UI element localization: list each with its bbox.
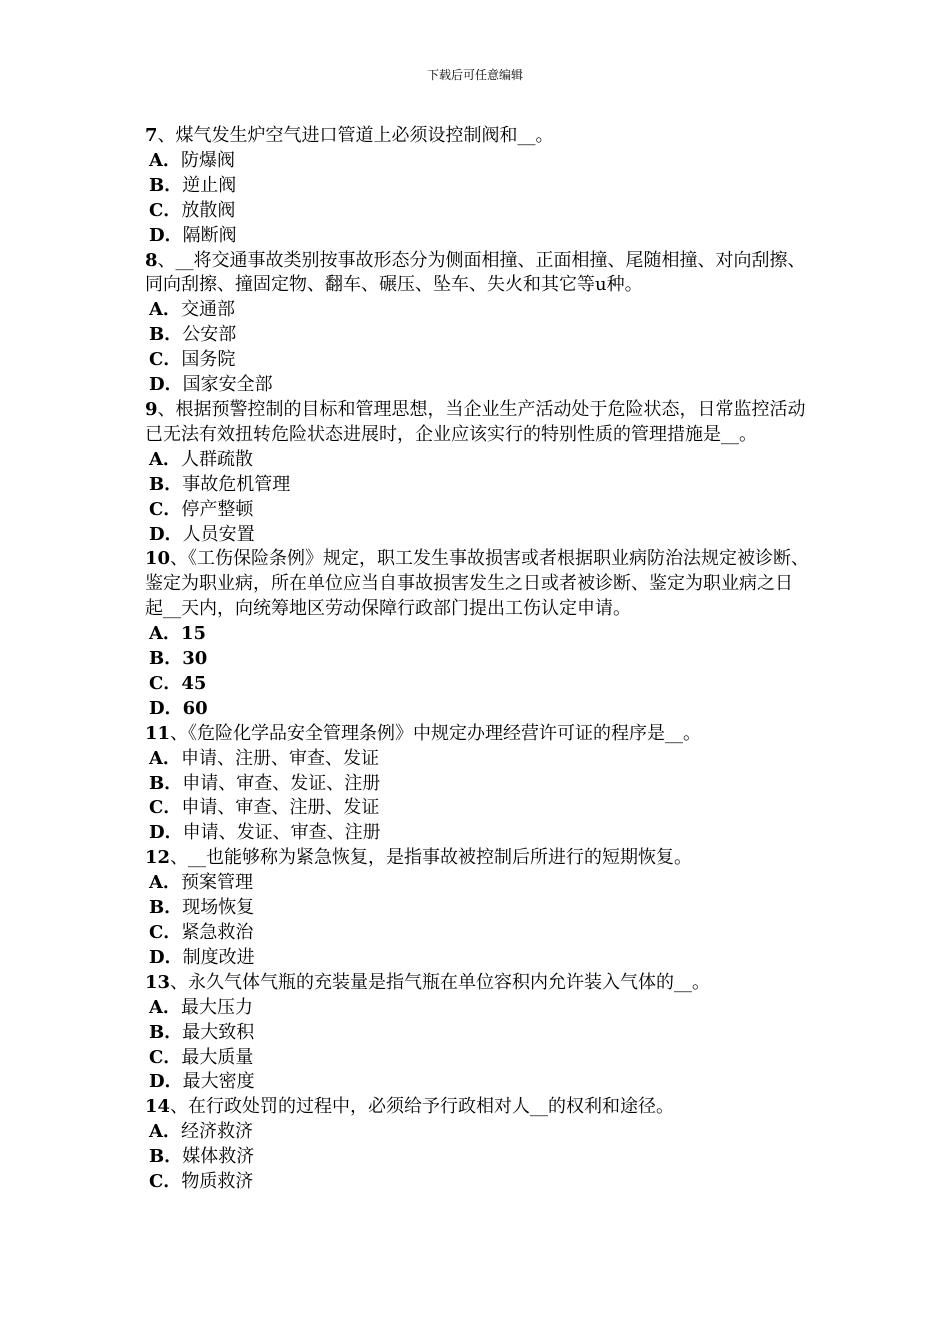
option-letter: B． [149,897,183,919]
option-text: 防爆阀 [180,149,235,171]
option-letter: A． [149,149,181,171]
option-letter: B． [149,648,183,670]
option-a [145,871,810,896]
question-number: 9 [145,398,158,420]
question-number: 11 [145,722,171,744]
option-letter: C． [149,1171,182,1193]
option-c [145,1170,810,1195]
option-d [145,1070,810,1095]
option-text: 申请、审查、发证、注册 [182,772,381,794]
question-stem [145,1095,810,1120]
option-text: 申请、审查、注册、发证 [181,797,380,819]
option-text: 最大质量 [181,1046,254,1068]
question-text: 、煤气发生炉空气进口管道上必须设控制阀和__。 [157,125,554,146]
option-text: 物质救济 [181,1171,254,1193]
option-a [145,622,810,647]
question-number: 14 [145,1096,171,1118]
option-text: 人员安置 [182,523,255,545]
option-b [145,896,810,921]
option-c [145,199,810,224]
option-c [145,498,810,523]
option-letter: D． [149,224,183,246]
option-text: 预案管理 [180,872,253,894]
question-number: 7 [145,125,158,146]
option-letter: D． [149,1071,183,1093]
option-letter: A． [149,623,181,645]
question-text: 、在行政处罚的过程中，必须给予行政相对人__的权利和途径。 [170,1096,675,1118]
option-c [145,348,810,373]
option-text: 60 [182,697,208,719]
option-a [145,298,810,323]
question-number: 8 [145,249,158,271]
question-block [145,398,810,547]
option-letter: C． [149,199,182,221]
option-text: 停产整顿 [181,498,254,520]
option-text: 45 [181,672,207,694]
option-d [145,523,810,548]
option-text: 放散阀 [181,199,236,221]
option-text: 制度改进 [182,946,255,968]
option-letter: D． [149,374,183,396]
question-block [145,124,810,249]
option-a [145,149,810,174]
option-text: 媒体救济 [182,1146,255,1168]
option-d [145,946,810,971]
page-header: 下载后可任意编辑 [426,68,523,82]
option-letter: C． [149,349,182,371]
option-b [145,772,810,797]
option-a [145,1120,810,1145]
option-text: 逆止阀 [182,174,237,196]
question-block [145,971,810,1096]
option-d [145,697,810,722]
option-text: 最大致积 [182,1021,255,1043]
question-stem [145,249,810,299]
option-b [145,647,810,672]
option-letter: B． [149,473,183,495]
option-a [145,448,810,473]
option-c [145,1046,810,1071]
option-text: 15 [180,623,207,645]
option-letter: C． [149,498,182,520]
option-text: 申请、注册、审查、发证 [180,747,379,769]
question-block [145,722,810,847]
option-text: 事故危机管理 [182,473,291,495]
option-letter: A． [149,747,181,769]
option-text: 交通部 [180,299,235,321]
option-d [145,821,810,846]
option-text: 国务院 [181,349,236,371]
option-text: 国家安全部 [182,374,273,396]
option-text: 现场恢复 [182,897,255,919]
question-stem [145,124,810,149]
option-letter: B． [149,174,183,196]
option-text: 最大压力 [180,996,253,1018]
question-block [145,846,810,971]
option-letter: C． [149,922,182,943]
question-block [145,249,810,398]
option-text: 申请、发证、审查、注册 [182,822,381,844]
question-text: 、《危险化学品安全管理条例》中规定办理经营许可证的程序是__。 [170,722,702,744]
question-stem [145,846,810,871]
question-stem [145,722,810,747]
option-letter: B． [149,772,183,794]
question-number: 10 [145,548,171,570]
option-letter: A． [149,996,181,1018]
option-letter: C． [149,797,182,819]
question-block [145,1095,810,1195]
question-list [145,124,810,1195]
option-letter: B． [149,324,183,346]
option-d [145,224,810,249]
option-text: 紧急救治 [181,922,254,943]
option-c [145,921,810,946]
option-b [145,323,810,348]
option-letter: D． [149,822,183,844]
option-letter: C． [149,672,182,694]
question-block [145,547,810,721]
question-text: 、__将交通事故类别按事故形态分为侧面相撞、正面相撞、尾随相撞、对向刮擦、同向刮擦、撞固定物、翻车、碾压、坠车、失火和其它等u种。 [145,249,806,296]
option-letter: B． [149,1146,183,1168]
question-text: 、__也能够称为紧急恢复，是指事故被控制后所进行的短期恢复。 [170,847,693,869]
option-c [145,672,810,697]
option-letter: D． [149,697,183,719]
option-letter: A． [149,448,181,470]
option-b [145,174,810,199]
option-text: 隔断阀 [182,224,237,246]
question-text: 、永久气体气瓶的充装量是指气瓶在单位容积内允许装入气体的__。 [170,971,711,993]
option-b [145,473,810,498]
option-text: 人群疏散 [180,448,253,470]
option-letter: C． [149,1046,182,1068]
option-letter: A． [149,1121,181,1143]
option-letter: A． [149,299,181,321]
option-text: 公安部 [182,324,237,346]
option-b [145,1145,810,1170]
question-text: 、《工伤保险条例》规定，职工发生事故损害或者根据职业病防治法规定被诊断、鉴定为职业病，所在单位应当自事故损害发生之日或者被诊断、鉴定为职业病之日起__天内，向统筹地区劳动保障行政部门提出工伤认定申请。 [145,548,810,620]
question-text: 、根据预警控制的目标和管理思想，当企业生产活动处于危险状态，日常监控活动已无法有效扭转危险状态进展时，企业应该实行的特别性质的管理措施是__。 [145,398,806,445]
question-number: 13 [145,971,171,993]
option-a [145,747,810,772]
option-letter: B． [149,1021,183,1043]
option-d [145,373,810,398]
option-letter: D． [149,523,183,545]
question-stem [145,971,810,996]
option-letter: A． [149,872,181,894]
option-text: 经济救济 [180,1121,253,1143]
question-number: 12 [145,847,171,869]
option-letter: D． [149,946,183,968]
option-text: 30 [182,648,208,670]
option-text: 最大密度 [182,1071,255,1093]
option-a [145,996,810,1021]
option-b [145,1021,810,1046]
question-stem [145,398,810,448]
question-stem [145,547,810,622]
option-c [145,796,810,821]
